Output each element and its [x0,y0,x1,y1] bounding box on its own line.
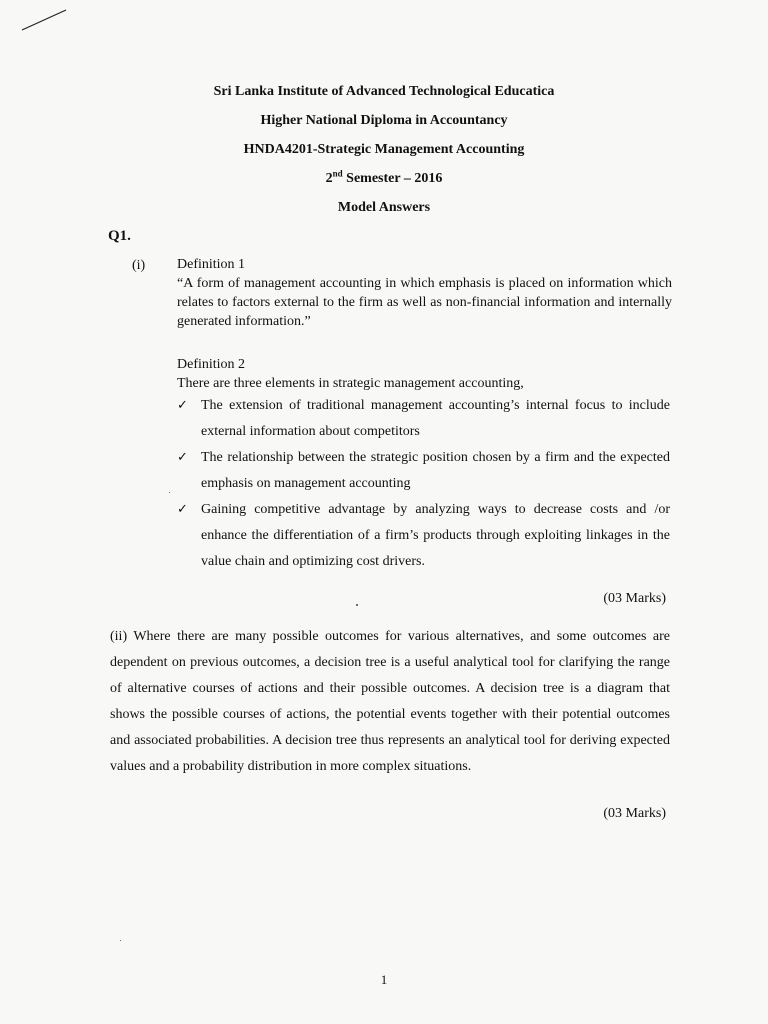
scan-speck [120,940,121,941]
semester-number: 2 [325,171,333,186]
part-i-label: (i) [132,258,146,273]
semester-suffix: nd [332,168,343,179]
page-number: 1 [380,972,388,987]
document-subtitle: Model Answers [337,200,431,215]
definition-2-intro: There are three elements in strategic management accounting, [177,376,524,391]
course-title: HNDA4201-Strategic Management Accounting [243,142,525,157]
definition-1-text: “A form of management accounting in which emphasis is placed on information which relates to factors external to the firm as well as non-financial information and internally generated information.” [177,276,672,329]
element-text: The extension of traditional management accounting’s internal focus to include external information about competitors [201,398,670,439]
diploma-name: Higher National Diploma in Accountancy [260,113,508,128]
element-text: Gaining competitive advantage by analyzing ways to decrease costs and /or enhance the differentiation of a firm’s products through exploiting linkages in the value chain and optimizing cost drivers. [201,502,670,569]
pen-mark-icon [20,8,68,34]
scan-speck [356,604,358,606]
elements-list [175,393,670,575]
question-label: Q1. [108,228,131,244]
part-ii-text: (ii) Where there are many possible outcomes for various alternatives, and some outcomes are dependent on previous outcomes, a decision tree is a useful analytical tool for clarifying the range of alternative courses of actions and their possible outcomes. A decision tree is a diagram that shows the possible courses of actions, the potential events together with their potential outcomes and associated probabilities. A decision tree thus represents an analytical tool for deriving expected values and a probability distribution in more complex situations. [110,629,670,774]
definition-2 [177,355,672,393]
document-header [0,77,768,222]
element-text: The relationship between the strategic position chosen by a firm and the expected emphasis on management accounting [201,450,670,491]
check-icon: ✓ [177,450,188,465]
definition-1-heading: Definition 1 [177,257,246,272]
semester-rest: Semester – 2016 [342,171,443,186]
check-icon: ✓ [177,398,188,413]
semester-line [0,164,768,193]
list-item [175,393,670,445]
part-i-marks: (03 Marks) [603,591,666,606]
check-icon: ✓ [177,502,188,517]
definition-1 [177,255,672,331]
definition-2-heading: Definition 2 [177,357,246,372]
part-ii-marks: (03 Marks) [603,806,666,821]
list-item [175,497,670,575]
institute-name: Sri Lanka Institute of Advanced Technological Educatica [213,84,555,99]
list-item [175,445,670,497]
scan-speck [169,492,170,493]
